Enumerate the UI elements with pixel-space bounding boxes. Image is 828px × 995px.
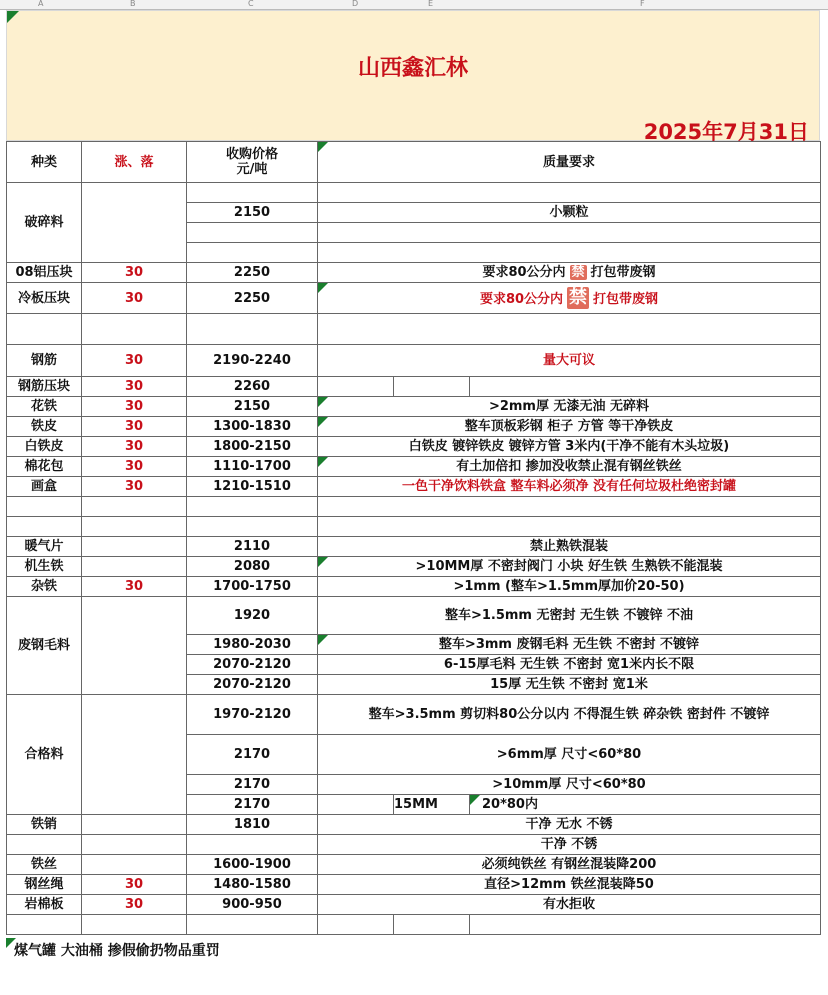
- row-name[interactable]: 杂铁: [7, 577, 82, 597]
- column-header-bar: [0, 0, 828, 10]
- empty-cell[interactable]: [470, 915, 821, 935]
- comment-marker-icon: [318, 397, 328, 407]
- empty-cell[interactable]: [187, 223, 318, 243]
- row-name[interactable]: 冷板压块: [7, 283, 82, 314]
- row-change[interactable]: 30: [82, 283, 187, 314]
- empty-cell[interactable]: [7, 314, 82, 345]
- row-price[interactable]: 2150: [187, 397, 318, 417]
- price-table: [6, 141, 821, 935]
- row-name[interactable]: 合格料: [7, 695, 82, 815]
- table-row: [7, 577, 821, 597]
- empty-cell[interactable]: [82, 183, 187, 263]
- table-row: [7, 597, 821, 635]
- comment-marker-icon: [318, 457, 328, 467]
- row-price[interactable]: 900-950: [187, 895, 318, 915]
- quality-pre: 要求80公分内: [479, 292, 564, 307]
- row-name[interactable]: 花铁: [7, 397, 82, 417]
- comment-marker-icon: [318, 142, 328, 152]
- row-price[interactable]: 1800-2150: [187, 437, 318, 457]
- row-quality[interactable]: [318, 397, 821, 417]
- row-quality[interactable]: [318, 283, 821, 314]
- row-change[interactable]: 30: [82, 875, 187, 895]
- row-quality[interactable]: 整车>1.5mm 无密封 无生铁 不镀锌 不油: [318, 597, 821, 635]
- table-row: [7, 314, 821, 345]
- row-price[interactable]: 2260: [187, 377, 318, 397]
- empty-cell[interactable]: [7, 835, 82, 855]
- comment-marker-icon: [470, 795, 480, 805]
- table-row: [7, 437, 821, 457]
- table-row: [7, 477, 821, 497]
- row-price[interactable]: 1480-1580: [187, 875, 318, 895]
- col-c-header[interactable]: C: [248, 0, 254, 8]
- title-banner[interactable]: [6, 10, 820, 144]
- row-change[interactable]: 30: [82, 345, 187, 377]
- table-row: [7, 875, 821, 895]
- row-price[interactable]: 1600-1900: [187, 855, 318, 875]
- report-date: 2025年7月31日: [643, 120, 809, 144]
- row-name[interactable]: 08铝压块: [7, 263, 82, 283]
- row-change[interactable]: 30: [82, 577, 187, 597]
- footer-note[interactable]: 煤气罐 大油桶 掺假偷扔物品重罚: [14, 943, 220, 959]
- row-price[interactable]: 2150: [187, 203, 318, 223]
- row-name[interactable]: 铁丝: [7, 855, 82, 875]
- empty-cell[interactable]: [82, 517, 187, 537]
- row-name[interactable]: 钢筋压块: [7, 377, 82, 397]
- row-quality[interactable]: [318, 635, 821, 655]
- quality-text: 20*80内: [482, 797, 538, 812]
- empty-cell[interactable]: [82, 695, 187, 815]
- row-name[interactable]: 机生铁: [7, 557, 82, 577]
- empty-cell[interactable]: [82, 537, 187, 557]
- row-quality[interactable]: >6mm厚 尺寸<60*80: [318, 735, 821, 775]
- comment-marker-icon: [318, 283, 328, 293]
- empty-cell[interactable]: [318, 517, 821, 537]
- table-row: [7, 417, 821, 437]
- row-name[interactable]: 废钢毛料: [7, 597, 82, 695]
- header-row: [7, 142, 821, 183]
- quality-text: 有土加倍扣 掺加没收禁止混有钢丝铁丝: [456, 459, 682, 474]
- row-price[interactable]: 2110: [187, 537, 318, 557]
- empty-cell[interactable]: [187, 183, 318, 203]
- empty-cell[interactable]: [394, 915, 470, 935]
- header-price-line2: 元/吨: [236, 162, 268, 177]
- table-row: [7, 183, 821, 203]
- empty-cell[interactable]: [82, 557, 187, 577]
- col-b-header[interactable]: B: [130, 0, 136, 8]
- col-d-header[interactable]: D: [352, 0, 359, 8]
- table-row: [7, 263, 821, 283]
- quality-text: 整车顶板彩钢 柜子 方管 等干净铁皮: [464, 419, 674, 434]
- comment-marker-icon: [318, 635, 328, 645]
- row-price[interactable]: 2250: [187, 283, 318, 314]
- row-price[interactable]: 2170: [187, 775, 318, 795]
- table-row: [7, 915, 821, 935]
- table-row: [7, 457, 821, 477]
- row-quality[interactable]: 直径>12mm 铁丝混装降50: [318, 875, 821, 895]
- row-price[interactable]: 2170: [187, 735, 318, 775]
- row-quality[interactable]: 量大可议: [318, 345, 821, 377]
- empty-cell[interactable]: [318, 377, 394, 397]
- empty-cell[interactable]: [187, 835, 318, 855]
- row-name[interactable]: 棉花包: [7, 457, 82, 477]
- row-name[interactable]: 白铁皮: [7, 437, 82, 457]
- row-quality[interactable]: 白铁皮 镀锌铁皮 镀锌方管 3米内(干净不能有木头垃圾): [318, 437, 821, 457]
- row-change[interactable]: 30: [82, 477, 187, 497]
- row-price[interactable]: 1700-1750: [187, 577, 318, 597]
- empty-cell[interactable]: [7, 915, 82, 935]
- e-cell[interactable]: 15MM: [394, 795, 470, 815]
- row-change[interactable]: 30: [82, 263, 187, 283]
- empty-cell[interactable]: [82, 314, 187, 345]
- empty-cell[interactable]: [82, 597, 187, 695]
- row-price[interactable]: 1210-1510: [187, 477, 318, 497]
- quality-text: >2mm厚 无漆无油 无碎料: [488, 399, 650, 414]
- table-row: [7, 557, 821, 577]
- empty-cell[interactable]: [82, 815, 187, 835]
- row-price[interactable]: 1970-2120: [187, 695, 318, 735]
- empty-cell[interactable]: [394, 377, 470, 397]
- row-name[interactable]: 暖气片: [7, 537, 82, 557]
- row-quality[interactable]: [318, 557, 821, 577]
- table-row: [7, 397, 821, 417]
- row-quality[interactable]: 必须纯铁丝 有钢丝混装降200: [318, 855, 821, 875]
- row-quality[interactable]: 一色干净饮料铁盒 整车料必须净 没有任何垃圾杜绝密封罐: [318, 477, 821, 497]
- empty-cell[interactable]: [187, 243, 318, 263]
- row-quality[interactable]: 整车>3.5mm 剪切料80公分以内 不得混生铁 碎杂铁 密封件 不镀锌: [318, 695, 821, 735]
- row-change[interactable]: 30: [82, 417, 187, 437]
- table-row: [7, 517, 821, 537]
- quality-post: 打包带废钢: [590, 265, 656, 280]
- header-change[interactable]: 涨、落: [82, 142, 187, 183]
- empty-cell[interactable]: [318, 183, 821, 203]
- company-title: 山西鑫汇林: [357, 56, 468, 81]
- header-kind[interactable]: 种类: [7, 142, 82, 183]
- row-price[interactable]: 1920: [187, 597, 318, 635]
- col-f-header[interactable]: F: [640, 0, 645, 8]
- row-price[interactable]: 2070-2120: [187, 675, 318, 695]
- row-price[interactable]: 1980-2030: [187, 635, 318, 655]
- header-quality[interactable]: [318, 142, 821, 183]
- row-quality[interactable]: 15厚 无生铁 不密封 宽1米: [318, 675, 821, 695]
- quality-post: 打包带废钢: [593, 292, 659, 307]
- row-quality[interactable]: [318, 457, 821, 477]
- quality-text: 整车>3mm 废钢毛料 无生铁 不密封 不镀锌: [438, 637, 700, 652]
- empty-cell[interactable]: [318, 223, 821, 243]
- ban-icon: 禁: [569, 287, 588, 308]
- table-row: [7, 695, 821, 735]
- row-price[interactable]: 1110-1700: [187, 457, 318, 477]
- empty-cell[interactable]: [318, 795, 394, 815]
- comment-marker-icon: [7, 11, 19, 23]
- empty-cell[interactable]: [82, 835, 187, 855]
- table-row: [7, 345, 821, 377]
- header-price[interactable]: [187, 142, 318, 183]
- row-quality[interactable]: >1mm (整车>1.5mm厚加价20-50): [318, 577, 821, 597]
- empty-cell[interactable]: [187, 915, 318, 935]
- row-quality[interactable]: [318, 417, 821, 437]
- row-change[interactable]: 30: [82, 437, 187, 457]
- row-change[interactable]: 30: [82, 377, 187, 397]
- empty-cell[interactable]: [318, 243, 821, 263]
- row-quality[interactable]: [318, 263, 821, 283]
- row-name[interactable]: 破碎料: [7, 183, 82, 263]
- col-a-header[interactable]: A: [38, 0, 44, 8]
- row-change[interactable]: 30: [82, 457, 187, 477]
- table-row: [7, 815, 821, 835]
- quality-pre: 要求80公分内: [482, 265, 566, 280]
- table-row: [7, 835, 821, 855]
- table-row: [7, 497, 821, 517]
- empty-cell[interactable]: [187, 497, 318, 517]
- row-price[interactable]: 2250: [187, 263, 318, 283]
- row-name[interactable]: 铁销: [7, 815, 82, 835]
- row-change[interactable]: 30: [82, 895, 187, 915]
- empty-cell[interactable]: [470, 377, 821, 397]
- empty-cell[interactable]: [318, 915, 394, 935]
- empty-cell[interactable]: [82, 855, 187, 875]
- row-price[interactable]: 2190-2240: [187, 345, 318, 377]
- comment-marker-icon: [318, 557, 328, 567]
- empty-cell[interactable]: [187, 314, 318, 345]
- table-row: [7, 283, 821, 314]
- row-quality[interactable]: 6-15厚毛料 无生铁 不密封 宽1米内长不限: [318, 655, 821, 675]
- row-quality[interactable]: 干净 不锈: [318, 835, 821, 855]
- ban-icon: 禁: [571, 265, 585, 280]
- row-price[interactable]: 1300-1830: [187, 417, 318, 437]
- row-name[interactable]: 铁皮: [7, 417, 82, 437]
- empty-cell[interactable]: [7, 497, 82, 517]
- row-quality[interactable]: 有水拒收: [318, 895, 821, 915]
- col-e-header[interactable]: E: [428, 0, 434, 8]
- empty-cell[interactable]: [318, 497, 821, 517]
- header-price-line1: 收购价格: [225, 147, 278, 162]
- row-quality[interactable]: 小颗粒: [318, 203, 821, 223]
- table-row: [7, 855, 821, 875]
- empty-cell[interactable]: [187, 517, 318, 537]
- table-row: [7, 537, 821, 557]
- row-change[interactable]: 30: [82, 397, 187, 417]
- empty-cell[interactable]: [7, 517, 82, 537]
- row-name[interactable]: 画盒: [7, 477, 82, 497]
- empty-cell[interactable]: [82, 915, 187, 935]
- header-quality-text: 质量要求: [542, 154, 595, 170]
- row-price[interactable]: 1810: [187, 815, 318, 835]
- row-name[interactable]: 钢筋: [7, 345, 82, 377]
- table-row: [7, 895, 821, 915]
- row-quality[interactable]: 禁止熟铁混装: [318, 537, 821, 557]
- table-row: [7, 377, 821, 397]
- row-name[interactable]: 钢丝绳: [7, 875, 82, 895]
- row-price[interactable]: 2170: [187, 795, 318, 815]
- row-quality[interactable]: >10mm厚 尺寸<60*80: [318, 775, 821, 795]
- comment-marker-icon: [318, 417, 328, 427]
- quality-text: >10MM厚 不密封阀门 小块 好生铁 生熟铁不能混装: [415, 559, 723, 574]
- row-price[interactable]: 2080: [187, 557, 318, 577]
- row-quality[interactable]: 干净 无水 不锈: [318, 815, 821, 835]
- row-quality[interactable]: [470, 795, 821, 815]
- row-name[interactable]: 岩棉板: [7, 895, 82, 915]
- empty-cell[interactable]: [318, 314, 821, 345]
- empty-cell[interactable]: [82, 497, 187, 517]
- row-price[interactable]: 2070-2120: [187, 655, 318, 675]
